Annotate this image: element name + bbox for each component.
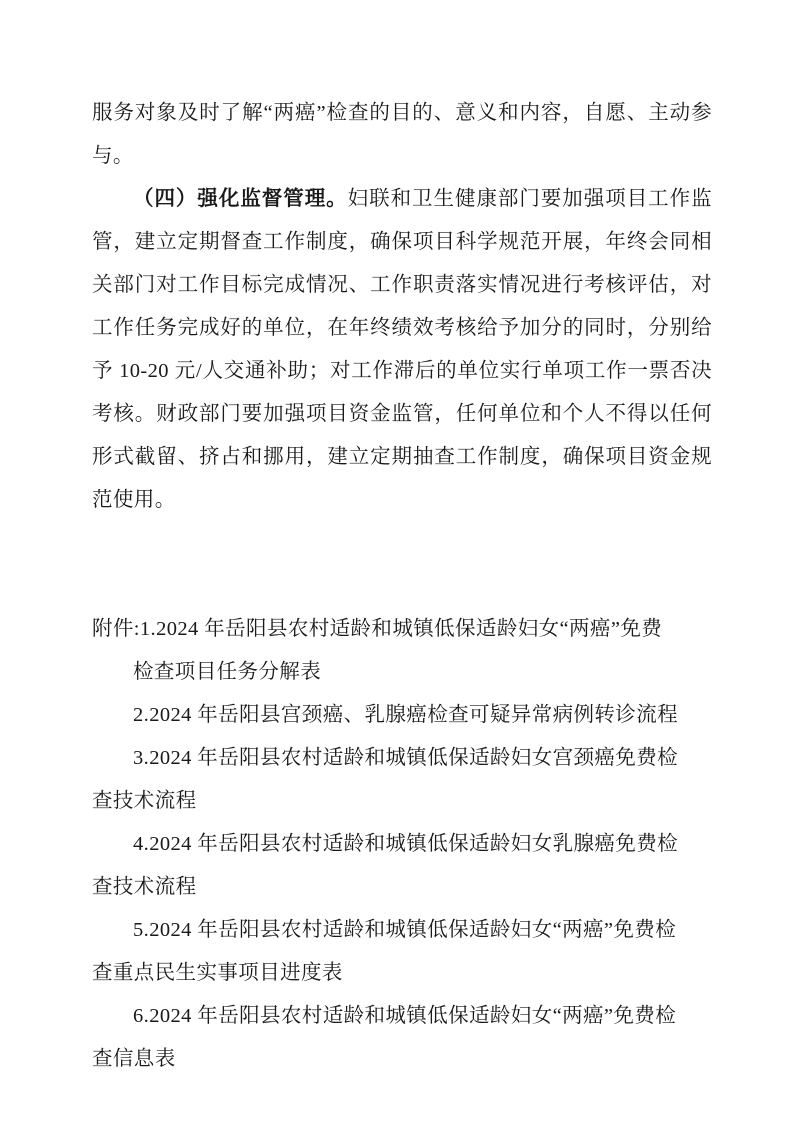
attachment-6-text: 2024 年岳阳县农村适龄和城镇低保适龄妇女“两癌”免费检	[149, 1005, 677, 1027]
section-four-heading: （四）强化监督管理。	[133, 188, 348, 210]
attachment-5-number: 5.	[133, 919, 150, 941]
attachment-3-line1	[92, 737, 712, 780]
document-content	[92, 92, 712, 1081]
section-four-text: 妇联和卫生健康部门要加强项目工作监管，建立定期督查工作制度，确保项目科学规范开展，年终会同相关部门对工作目标完成情况、工作职责落实情况进行考核评估，对工作任务完成好的单位，在年终绩效考核给予加分的同时，分别给予 10-20 元/人交通补助；对工作滞后的单位实行单项工作一票否决考核。财政部门要加强项目资金监管，任何单位和个人不得以任何形式截留、挤占和挪用，建立定期抽查工作制度，确保项目资金规范使用。	[92, 188, 712, 511]
attachment-1-line2: 检查项目任务分解表	[133, 661, 322, 683]
attachment-1-line1	[92, 608, 712, 651]
attachment-5-line1	[92, 909, 712, 952]
attachment-5-text: 2024 年岳阳县农村适龄和城镇低保适龄妇女“两癌”免费检	[149, 919, 677, 941]
attachment-3-line2: 查技术流程	[92, 790, 197, 812]
attachment-4-number: 4.	[133, 833, 150, 855]
attachment-3-text: 2024 年岳阳县农村适龄和城镇低保适龄妇女宫颈癌免费检	[149, 747, 679, 769]
attachment-5-line2: 查重点民生实事项目进度表	[92, 962, 343, 984]
attachment-4-text: 2024 年岳阳县农村适龄和城镇低保适龄妇女乳腺癌免费检	[149, 833, 679, 855]
attachment-2-line1	[92, 694, 712, 737]
attachment-6-number: 6.	[133, 1005, 150, 1027]
attachment-3-number: 3.	[133, 747, 150, 769]
attachment-6-line2: 查信息表	[92, 1048, 176, 1070]
vertical-spacer	[92, 522, 712, 608]
paragraph-continued: 服务对象及时了解“两癌”检查的目的、意义和内容，自愿、主动参与。	[92, 102, 712, 167]
attachment-4-line2: 查技术流程	[92, 876, 197, 898]
attachment-1-number: 1.	[139, 618, 157, 640]
attachments-label: 附件:	[92, 618, 140, 640]
paragraph-section-four	[92, 178, 712, 522]
attachment-2-text: 2024 年岳阳县宫颈癌、乳腺癌检查可疑异常病例转诊流程	[149, 704, 679, 726]
attachment-2-number: 2.	[133, 704, 150, 726]
attachment-1-text: 2024 年岳阳县农村适龄和城镇低保适龄妇女“两癌”免费	[156, 618, 663, 640]
attachment-6-line1	[92, 995, 712, 1038]
attachment-4-line1	[92, 823, 712, 866]
